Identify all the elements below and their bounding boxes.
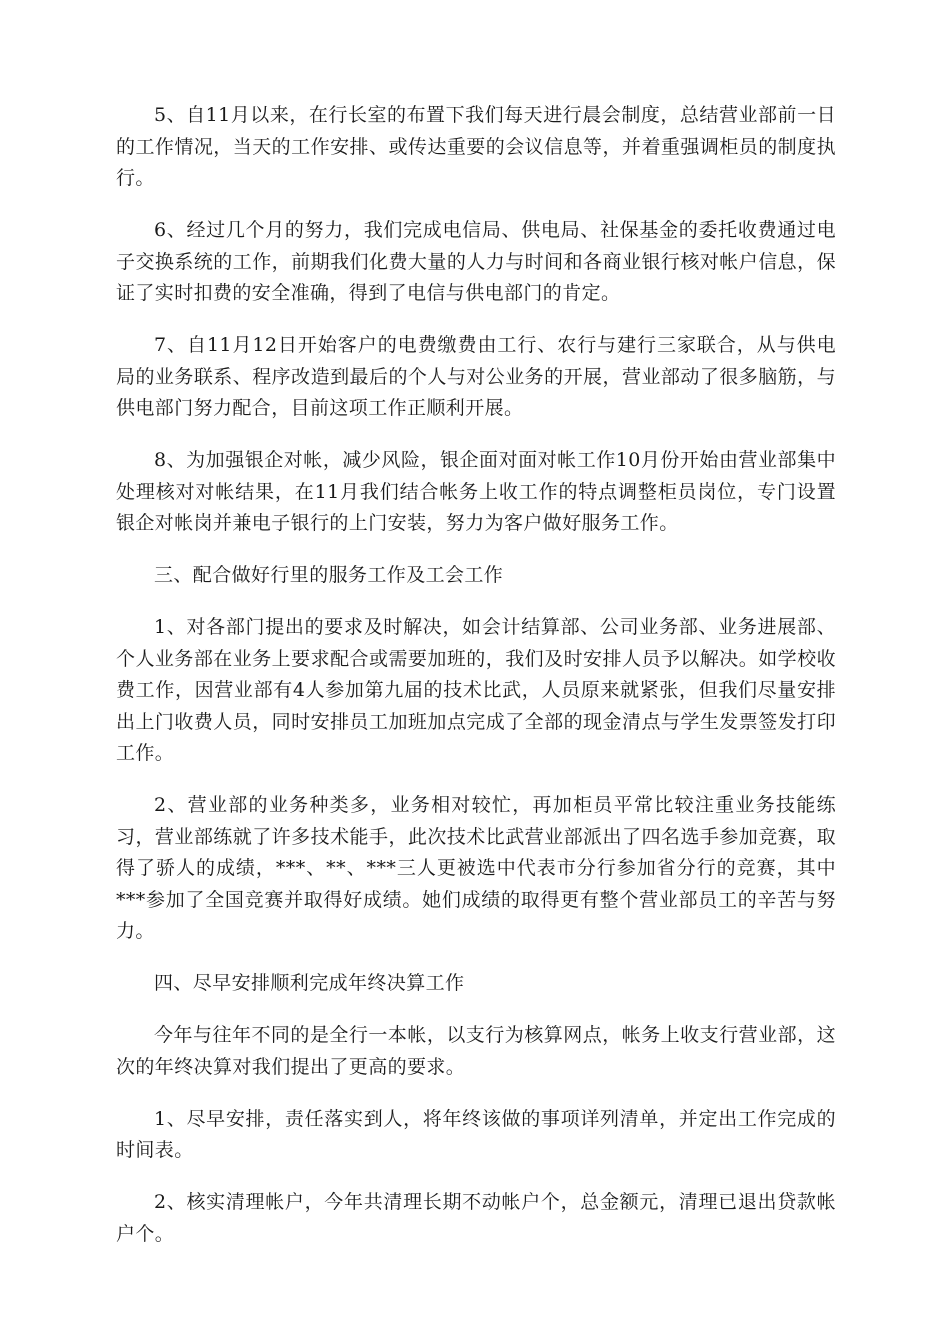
paragraph-item-2-skills-competition: 2、营业部的业务种类多，业务相对较忙，再加柜员平常比较注重业务技能练习，营业部练就了许多技术能手，此次技术比武营业部派出了四名选手参加竞赛，取得了骄人的成绩，***、**、***三人更被选中代表市分行参加省分行的竞赛，其中***参加了全国竞赛并取得好成绩。她们成绩的取得更有整个营业部员工的辛苦与努力。 (116, 794, 836, 942)
paragraph-item-8-bank-enterprise-reconciliation: 8、为加强银企对帐，减少风险，银企面对面对帐工作10月份开始由营业部集中处理核对对帐结果，在11月我们结合帐务上收工作的特点调整柜员岗位，专门设置银企对帐岗并兼电子银行的上门安装，努力为客户做好服务工作。 (116, 449, 836, 534)
paragraph-item-7-electricity-fees: 7、自11月12日开始客户的电费缴费由工行、农行与建行三家联合，从与供电局的业务联系、程序改造到最后的个人与对公业务的开展，营业部动了很多脑筋，与供电部门努力配合，目前这项工作正顺利开展。 (116, 334, 836, 419)
paragraph-item-5-morning-meeting: 5、自11月以来，在行长室的布置下我们每天进行晨会制度，总结营业部前一日的工作情况，当天的工作安排、或传达重要的会议信息等，并着重强调柜员的制度执行。 (116, 104, 836, 189)
paragraph-item-6-electronic-exchange: 6、经过几个月的努力，我们完成电信局、供电局、社保基金的委托收费通过电子交换系统的工作，前期我们化费大量的人力与时间和各商业银行核对帐户信息，保证了实时扣费的安全准确，得到了电信与供电部门的肯定。 (116, 219, 836, 304)
paragraph-item-1-early-arrangement: 1、尽早安排，责任落实到人，将年终该做的事项详列清单，并定出工作完成的时间表。 (116, 1107, 836, 1161)
section-heading-four: 四、尽早安排顺利完成年终决算工作 (154, 972, 465, 994)
section-heading-three: 三、配合做好行里的服务工作及工会工作 (154, 564, 504, 586)
paragraph-year-end-intro: 今年与往年不同的是全行一本帐，以支行为核算网点，帐务上收支行营业部，这次的年终决算对我们提出了更高的要求。 (116, 1024, 836, 1078)
paragraph-item-1-department-requests: 1、对各部门提出的要求及时解决，如会计结算部、公司业务部、业务进展部、个人业务部在业务上要求配合或需要加班的，我们及时安排人员予以解决。如学校收费工作，因营业部有4人参加第九届的技术比武，人员原来就紧张，但我们尽量安排出上门收费人员，同时安排员工加班加点完成了全部的现金清点与学生发票签发打印工作。 (116, 616, 836, 764)
paragraph-item-2-account-cleanup: 2、核实清理帐户，今年共清理长期不动帐户个，总金额元，清理已退出贷款帐户个。 (116, 1191, 836, 1245)
document-body (116, 100, 836, 1271)
